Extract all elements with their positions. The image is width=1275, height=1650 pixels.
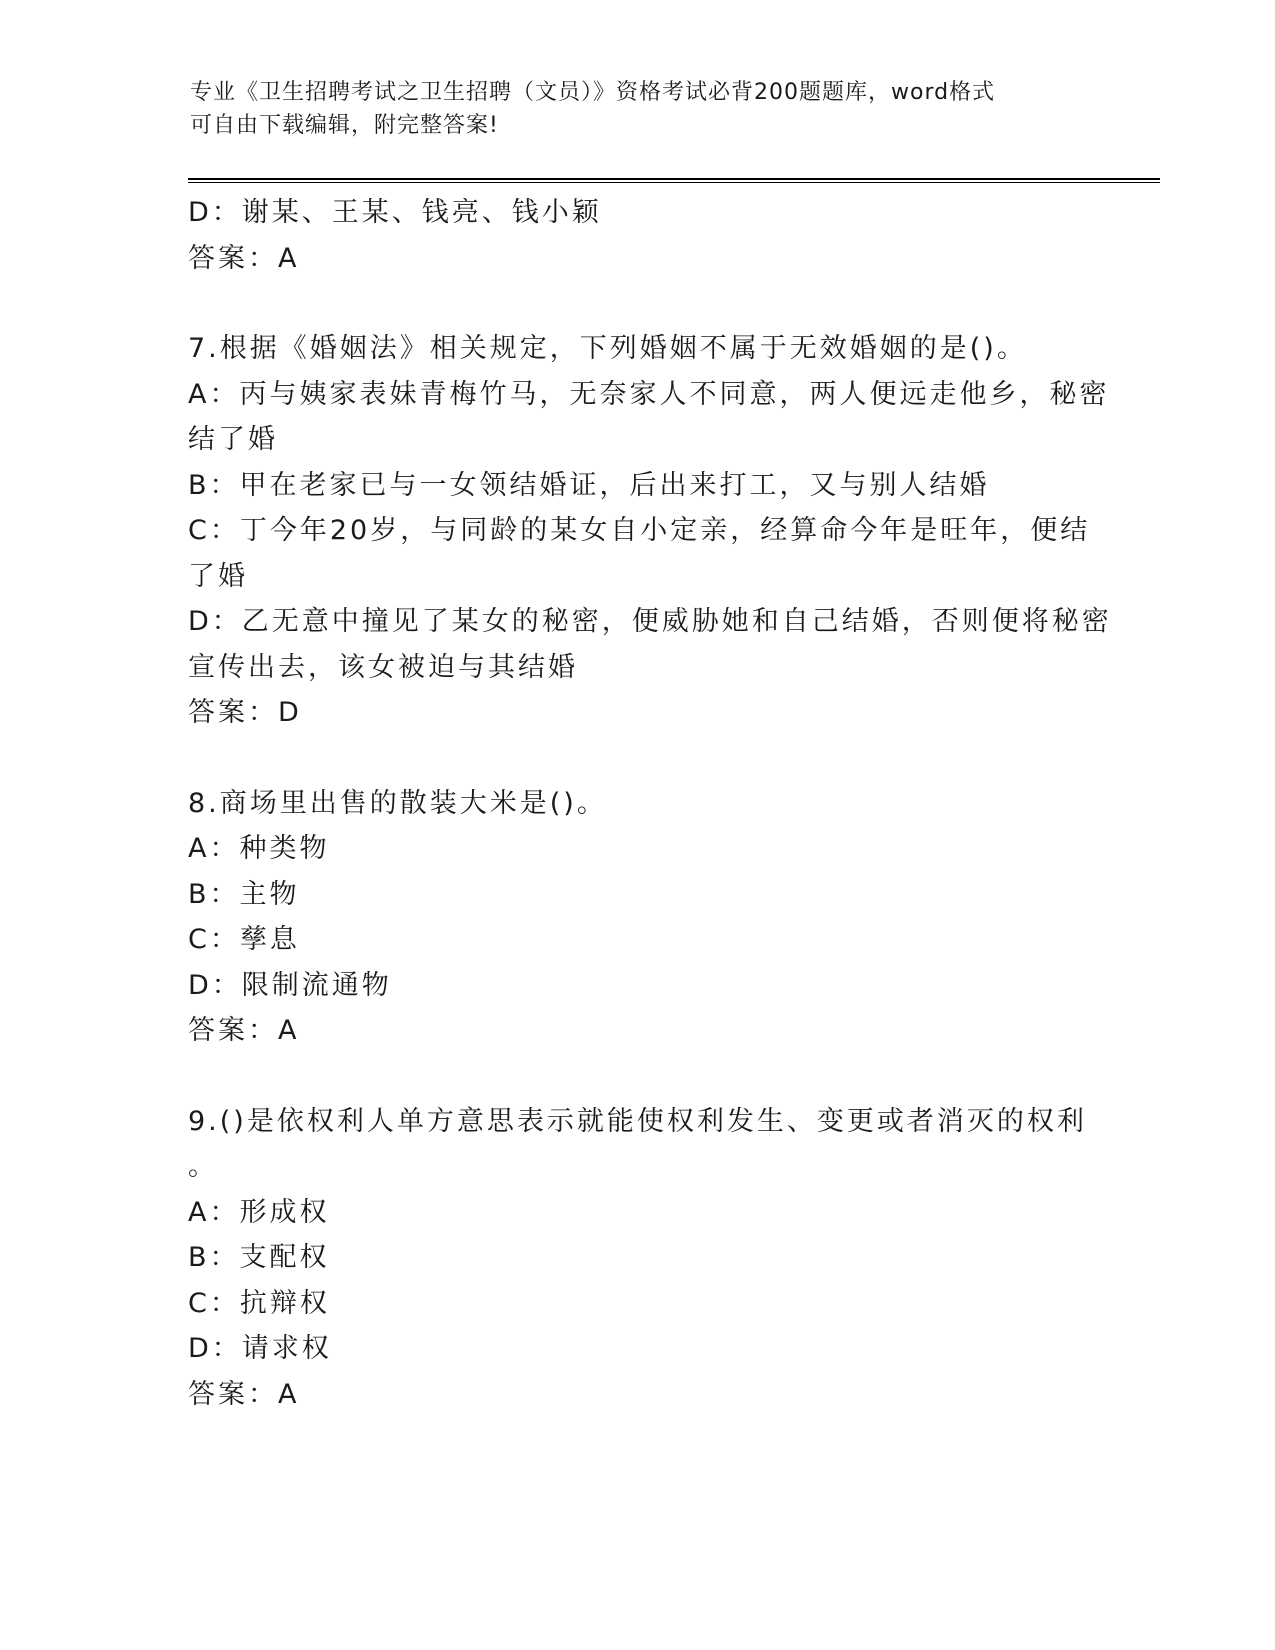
document-body xyxy=(188,190,1112,1417)
option-c-continued: 了婚 xyxy=(188,560,248,592)
option-a: A：种类物 xyxy=(188,833,330,864)
answer: 答案：D xyxy=(188,697,302,728)
option-d: D：乙无意中撞见了某女的秘密，便威胁她和自己结婚，否则便将秘密 xyxy=(188,606,1112,637)
question-stem: 9.()是依权利人单方意思表示就能使权利发生、变更或者消灭的权利 xyxy=(188,1105,1087,1137)
previous-question-tail xyxy=(188,190,1088,281)
option-d: D：请求权 xyxy=(188,1333,332,1364)
header-line-1: 专业《卫生招聘考试之卫生招聘（文员）》资格考试必背200题题库，word格式 xyxy=(190,80,996,105)
question-stem-continued: 。 xyxy=(188,1151,218,1182)
page-header xyxy=(190,76,1090,142)
option-d-continued: 宣传出去，该女被迫与其结婚 xyxy=(188,651,578,683)
question-9 xyxy=(188,1099,1088,1418)
option-d: D：谢某、王某、钱亮、钱小颖 xyxy=(188,197,602,228)
option-b: B：主物 xyxy=(188,878,300,910)
answer: 答案：A xyxy=(188,1378,300,1410)
question-8 xyxy=(188,781,1088,1054)
option-d: D：限制流通物 xyxy=(188,969,392,1001)
question-7 xyxy=(188,326,1112,736)
option-b: B：支配权 xyxy=(188,1242,330,1273)
option-c: C：抗辩权 xyxy=(188,1287,330,1319)
question-stem: 8.商场里出售的散装大米是()。 xyxy=(188,787,607,819)
option-a: A：形成权 xyxy=(188,1196,330,1228)
answer: 答案：A xyxy=(188,1015,300,1046)
option-c: C：孳息 xyxy=(188,924,300,955)
option-a: A：丙与姨家表妹青梅竹马，无奈家人不同意，两人便远走他乡，秘密 xyxy=(188,378,1110,410)
option-c: C：丁今年20岁，与同龄的某女自小定亲，经算命今年是旺年，便结 xyxy=(188,515,1091,546)
option-b: B：甲在老家已与一女领结婚证，后出来打工，又与别人结婚 xyxy=(188,469,990,501)
question-stem: 7.根据《婚姻法》相关规定，下列婚姻不属于无效婚姻的是()。 xyxy=(188,333,1027,364)
header-line-2: 可自由下载编辑，附完整答案! xyxy=(190,113,499,138)
answer: 答案：A xyxy=(188,242,300,274)
header-divider xyxy=(188,178,1160,183)
option-a-continued: 结了婚 xyxy=(188,424,278,455)
